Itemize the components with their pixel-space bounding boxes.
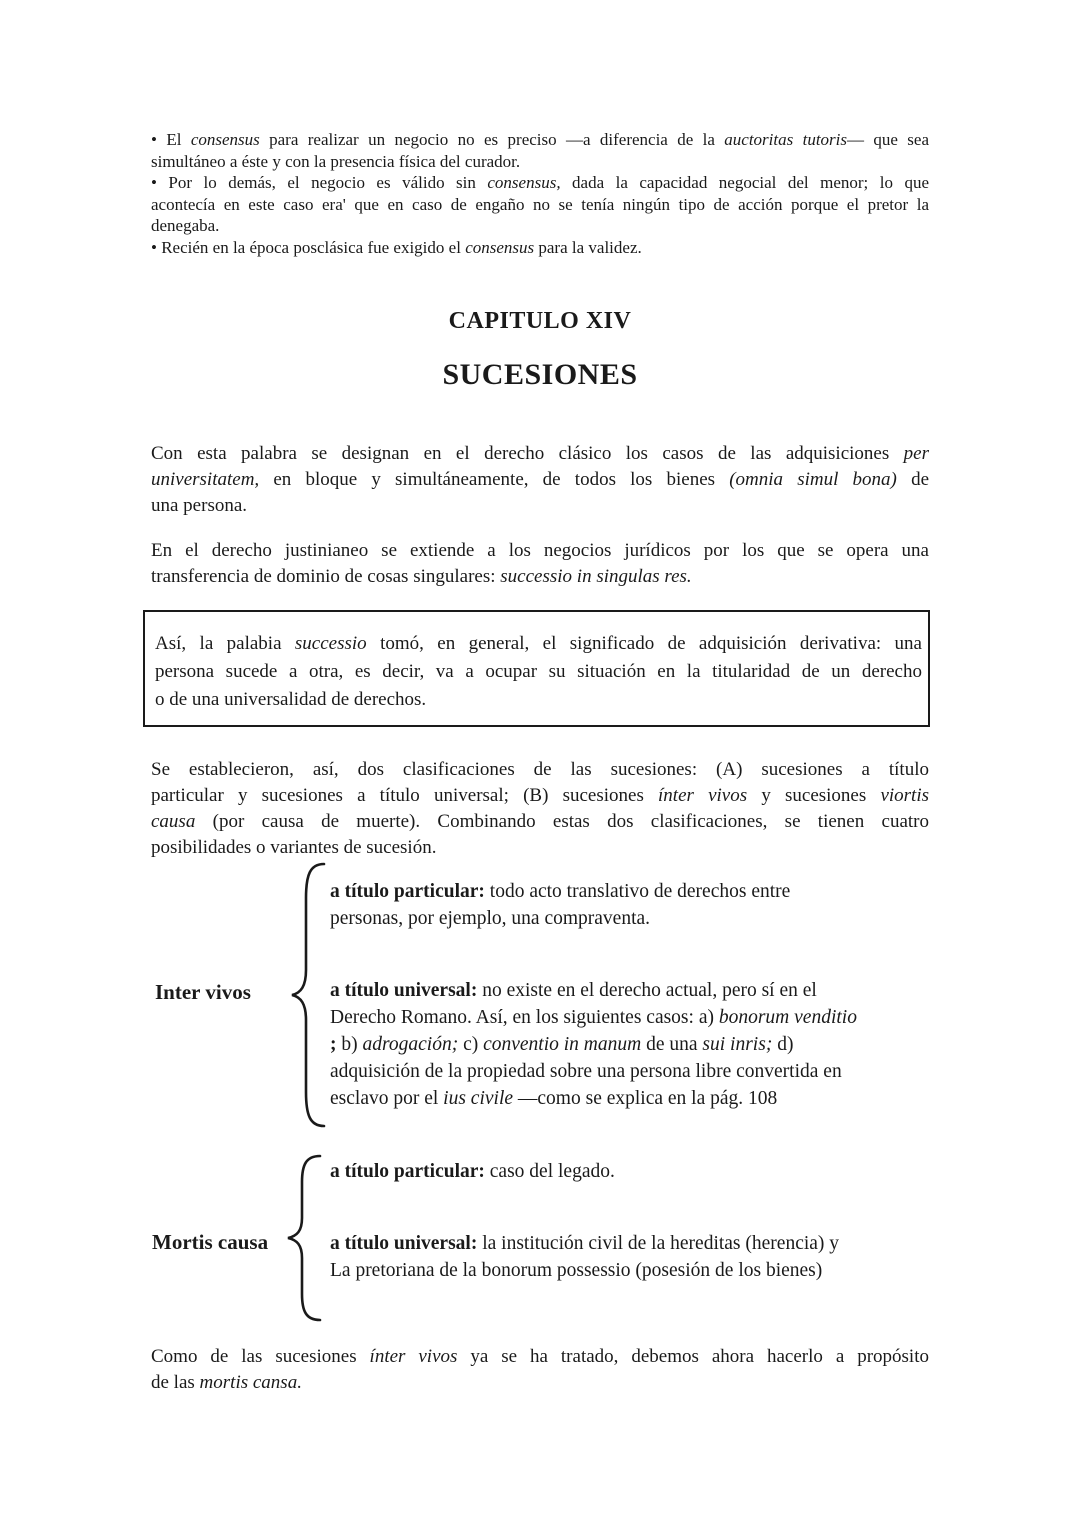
diagram-item: a título particular: caso del legado. (330, 1161, 615, 1182)
closing-paragraph: Como de las sucesiones ínter vivos ya se ha tratado, debemos ahora hacerlo a propósito de las mortis cansa. (151, 1346, 929, 1393)
bullet-item: • El consensus para realizar un negocio no es preciso —a diferencia de la auctoritas tutoris— que sea simultáneo a éste y con la presencia física del curador. (151, 130, 929, 171)
justinian-paragraph: En el derecho justinianeo se extiende a los negocios jurídicos por los que se opera una transferencia de dominio de cosas singulares: successio in singulas res. (151, 540, 929, 587)
left-brace-icon (288, 862, 326, 1128)
left-brace-icon (284, 1154, 322, 1322)
boxed-note: Así, la palabia successio tomó, en general, el significado de adquisición derivativa: una persona sucede a otra, es decir, va a ocupar su situación en la titularidad de un derecho o de una universalidad de derechos. (143, 610, 930, 727)
diagram-item: a título universal: la institución civil de la hereditas (herencia) y La pretoriana de la bonorum possessio (posesión de los bienes) (330, 1233, 840, 1281)
bullet-item: • Recién en la época posclásica fue exigido el consensus para la validez. (151, 237, 642, 257)
bullet-list (151, 129, 929, 258)
intro-paragraph: Con esta palabra se designan en el derecho clásico los casos de las adquisiciones per universitatem, en bloque y simultáneamente, de todos los bienes (omnia simul bona) de una persona. (151, 443, 929, 516)
classification-paragraph: Se establecieron, así, dos clasificaciones de las sucesiones: (A) sucesiones a título particular y sucesiones a título universal; (B) sucesiones ínter vivos y sucesiones viortis causa (por causa de muerte). Combinando estas dos clasificaciones, se tienen cuatro posibilidades o variantes de sucesión. (151, 759, 929, 858)
chapter-heading: CAPITULO XIV (448, 308, 632, 334)
bullet-item: • Por lo demás, el negocio es válido sin consensus, dada la capacidad negocial del menor; lo que acontecía en este caso era' que en caso de engaño no se tenía ningún tipo de acción porque el pretor la denegaba. (151, 173, 929, 235)
diagram-item: a título particular: todo acto translativo de derechos entre personas, por ejemplo, una compraventa. (330, 881, 791, 929)
diagram-item: a título universal: no existe en el derecho actual, pero sí en el Derecho Romano. Así, en los siguientes casos: a) bonorum venditio ; b) adrogación; c) conventio in manum de una sui inris; d) adquisición de la propiedad sobre una persona libre convertida en esclavo por el ius civile —como se explica en la pág. 108 (330, 980, 857, 1109)
inter-vivos-label: Inter vivos (155, 980, 251, 1004)
mortis-causa-label: Mortis causa (152, 1230, 269, 1254)
section-heading: SUCESIONES (442, 358, 638, 391)
